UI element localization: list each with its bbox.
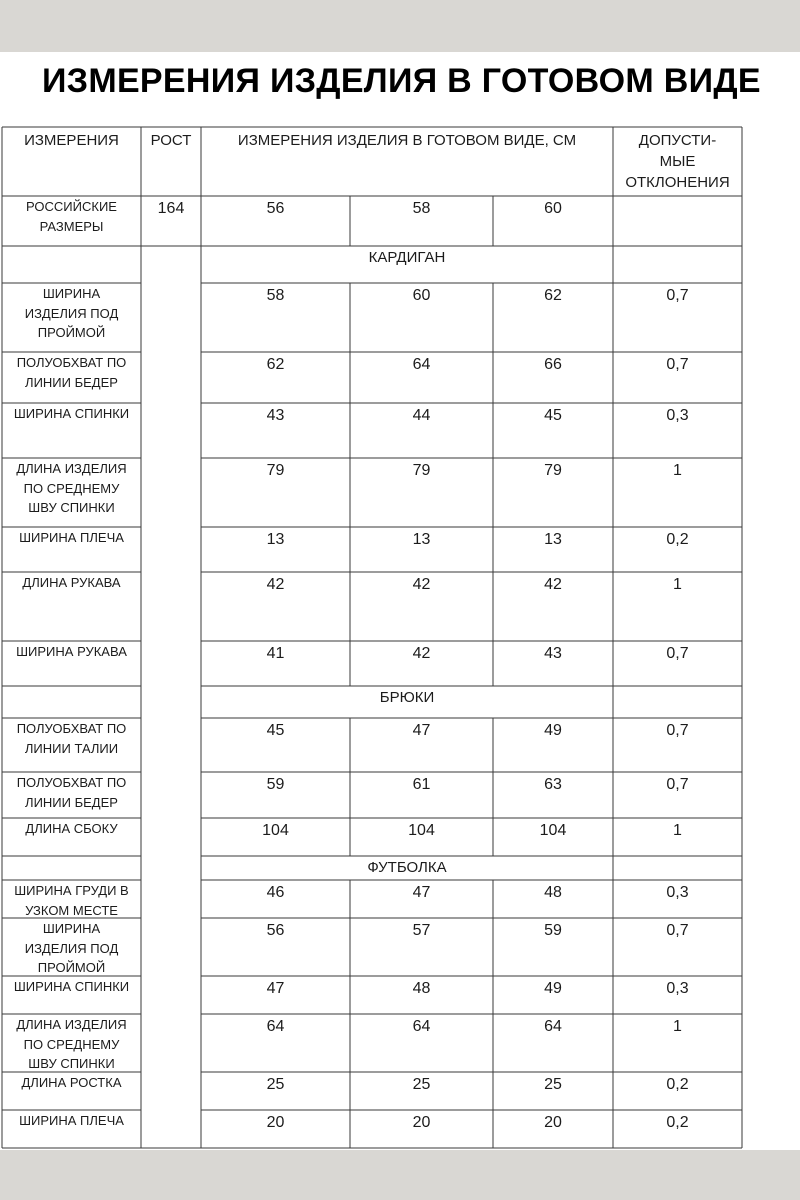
row-tolerance: 0,7: [666, 356, 689, 373]
row-label: ШИРИНА СПИНКИ: [13, 406, 130, 421]
row-tolerance: 0,7: [666, 287, 689, 304]
row-label: ДЛИНА ИЗДЕЛИЯ ПО СРЕДНЕМУ ШВУ СПИНКИ: [16, 1017, 127, 1071]
row-value: 42: [266, 576, 285, 593]
row-value: 20: [266, 1114, 285, 1131]
row-value: 20: [544, 1114, 562, 1131]
row-label: ШИРИНА РУКАВА: [16, 644, 127, 659]
row-label: ДЛИНА РОСТКА: [21, 1075, 122, 1090]
row-value: 64: [412, 1018, 431, 1035]
row-value: 49: [544, 722, 562, 739]
row-tolerance: 0,3: [666, 407, 689, 424]
row-tolerance: 0,3: [666, 884, 689, 901]
row-value: 79: [544, 462, 562, 479]
section-title: ФУТБОЛКА: [367, 859, 447, 876]
header-values: ИЗМЕРЕНИЯ ИЗДЕЛИЯ В ГОТОВОМ ВИДЕ, СМ: [237, 132, 577, 149]
row-value: 59: [266, 776, 285, 793]
row-value: 13: [412, 531, 431, 548]
row-value: 46: [266, 884, 285, 901]
row-value: 45: [544, 407, 562, 424]
row-tolerance: 0,3: [666, 980, 689, 997]
row-tolerance: 0,2: [666, 531, 689, 548]
row-value: 42: [412, 645, 431, 662]
row-value: 25: [412, 1076, 431, 1093]
row-tolerance: 0,7: [666, 922, 689, 939]
row-value: 48: [412, 980, 431, 997]
row-label: ДЛИНА ИЗДЕЛИЯ ПО СРЕДНЕМУ ШВУ СПИНКИ: [16, 461, 127, 515]
row-value: 58: [266, 287, 285, 304]
row-value: 79: [266, 462, 285, 479]
row-value: 104: [539, 822, 567, 839]
row-value: 43: [266, 407, 285, 424]
row-tolerance: 1: [673, 1018, 682, 1035]
row-value: 47: [412, 884, 431, 901]
row-label: ШИРИНА ИЗДЕЛИЯ ПОД ПРОЙМОЙ: [24, 286, 119, 340]
row-value: 57: [412, 922, 431, 939]
row-tolerance: 0,7: [666, 645, 689, 662]
row-value: 25: [266, 1076, 285, 1093]
row-value: 61: [412, 776, 431, 793]
section-title: КАРДИГАН: [368, 249, 446, 266]
size-row-label: РОССИЙСКИЕ РАЗМЕРЫ: [26, 199, 117, 234]
row-label: ШИРИНА ГРУДИ В УЗКОМ МЕСТЕ: [14, 883, 129, 918]
row-value: 66: [544, 356, 562, 373]
page-title: ИЗМЕРЕНИЯ ИЗДЕЛИЯ В ГОТОВОМ ВИДЕ: [42, 62, 761, 100]
row-value: 63: [544, 776, 562, 793]
row-value: 42: [544, 576, 562, 593]
row-tolerance: 1: [673, 822, 682, 839]
row-value: 62: [544, 287, 562, 304]
row-label: ШИРИНА ПЛЕЧА: [19, 1113, 124, 1128]
row-value: 25: [544, 1076, 562, 1093]
row-label: ДЛИНА СБОКУ: [25, 821, 118, 836]
row-value: 13: [266, 531, 285, 548]
row-value: 64: [412, 356, 431, 373]
row-tolerance: 1: [673, 462, 682, 479]
row-tolerance: 0,2: [666, 1076, 689, 1093]
row-value: 48: [544, 884, 562, 901]
row-tolerance: 0,7: [666, 722, 689, 739]
row-label: ШИРИНА СПИНКИ: [13, 979, 130, 994]
row-value: 47: [266, 980, 285, 997]
row-value: 20: [412, 1114, 431, 1131]
row-label: ДЛИНА РУКАВА: [22, 575, 121, 590]
row-value: 44: [412, 407, 431, 424]
size-value: 58: [412, 200, 431, 217]
row-value: 59: [544, 922, 562, 939]
section-title: БРЮКИ: [379, 689, 435, 706]
row-label: ПОЛУОБХВАТ ПО ЛИНИИ БЕДЕР: [16, 775, 127, 810]
row-value: 64: [266, 1018, 285, 1035]
row-value: 64: [544, 1018, 562, 1035]
row-tolerance: 0,7: [666, 776, 689, 793]
row-value: 79: [412, 462, 431, 479]
row-tolerance: 1: [673, 576, 682, 593]
header-measurements: ИЗМЕРЕНИЯ: [24, 132, 119, 149]
row-value: 60: [412, 287, 431, 304]
row-value: 49: [544, 980, 562, 997]
row-value: 47: [412, 722, 431, 739]
row-label: ШИРИНА ИЗДЕЛИЯ ПОД ПРОЙМОЙ: [24, 921, 119, 975]
row-value: 62: [266, 356, 285, 373]
row-label: ПОЛУОБХВАТ ПО ЛИНИИ ТАЛИИ: [16, 721, 127, 756]
row-value: 45: [266, 722, 285, 739]
height-value: 164: [157, 200, 185, 217]
row-value: 43: [544, 645, 562, 662]
row-value: 104: [262, 822, 289, 839]
row-value: 41: [266, 645, 285, 662]
row-label: ПОЛУОБХВАТ ПО ЛИНИИ БЕДЕР: [16, 355, 127, 390]
row-value: 56: [266, 922, 285, 939]
row-value: 42: [412, 576, 431, 593]
row-tolerance: 0,2: [666, 1114, 689, 1131]
size-value: 56: [266, 200, 285, 217]
row-value: 104: [408, 822, 435, 839]
row-label: ШИРИНА ПЛЕЧА: [19, 530, 124, 545]
header-height: РОСТ: [150, 132, 192, 149]
size-value: 60: [544, 200, 562, 217]
row-value: 13: [544, 531, 562, 548]
header-tolerance: ДОПУСТИ- МЫЕ ОТКЛОНЕНИЯ: [625, 132, 730, 191]
